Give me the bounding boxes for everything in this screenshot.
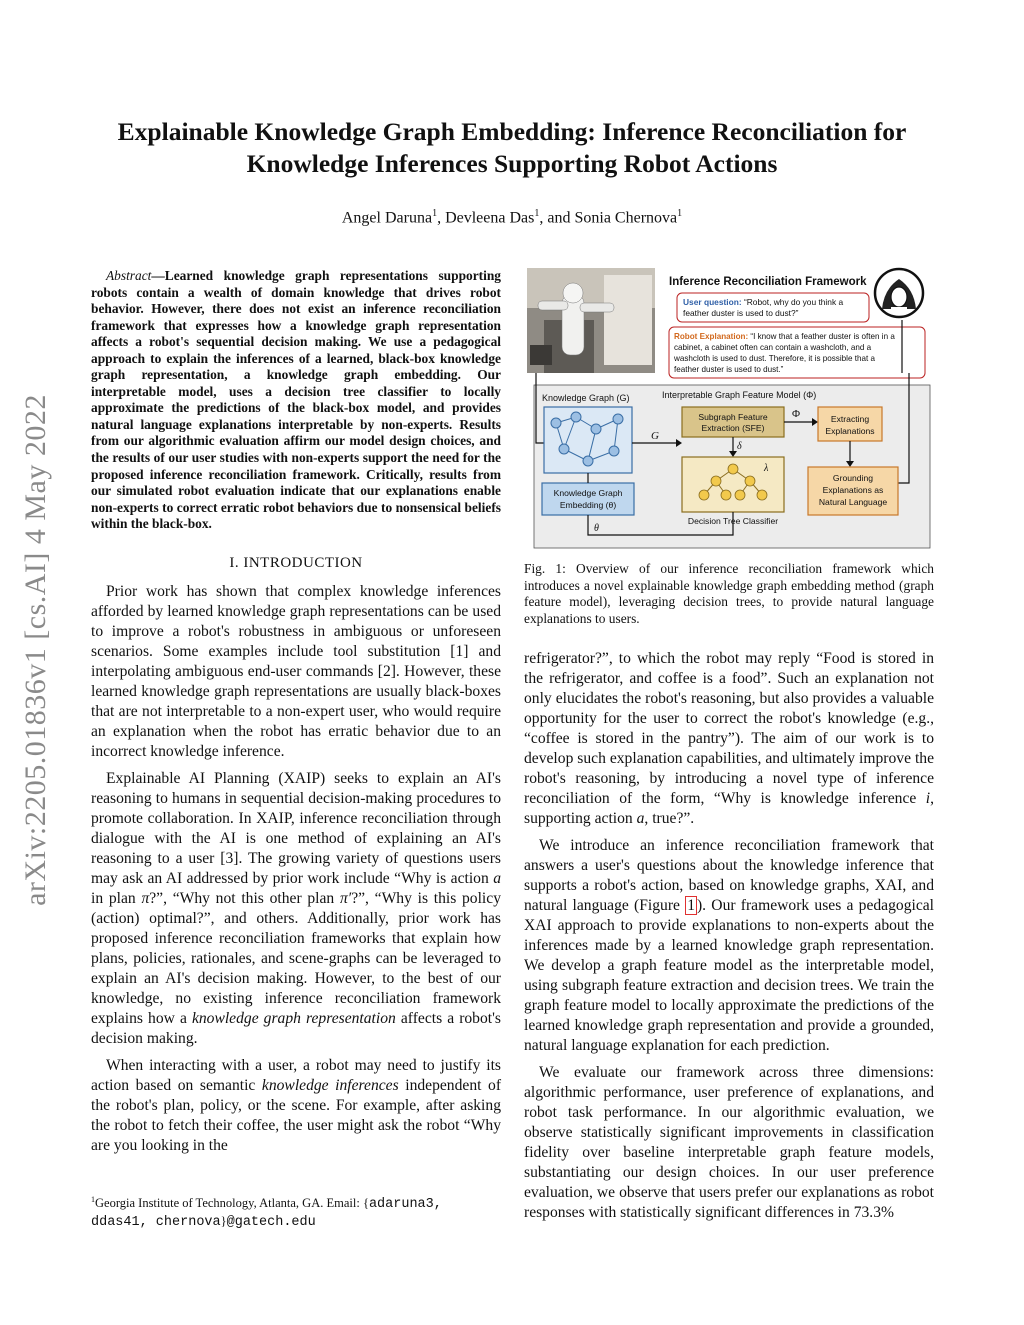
body-paragraph: refrigerator?”, to which the robot may reply “Food is stored in the refrigerator, and coffee is a food”. Such an explanation not only elucidates the robot's reasoning, but also provides a valuable opportunity for the user to correct the robot's knowledge (e.g., “coffee is stored in the pantry”). The aim of our work is to develop such explanation capabilities, and ultimately improve the robot's reasoning, by introducing a novel type of inference reconciliation of the form, “Why is knowledge inference i, supporting action a, true?”.: [524, 650, 934, 827]
svg-text:feather duster is used to dust: feather duster is used to dust.”: [674, 365, 784, 374]
intro-paragraph: When interacting with a user, a robot may need to justify its action based on semantic knowledge inferences independent of the robot's plan, policy, or the scene. For example, after asking the robot to fetch their coffee, the user might ask the robot “Why are you looking in the: [91, 1056, 502, 1154]
svg-text:Embedding (θ): Embedding (θ): [559, 500, 617, 510]
grounding-box: [808, 467, 898, 515]
extracting-explanations-box: [818, 407, 882, 441]
footnote: $^1$Georgia Institute of Technology, Atlanta, GA. Email: {adaruna3, ddas41, chernova}@gatech.edu: [91, 1195, 442, 1231]
robot-explanation-bubble: [669, 327, 925, 378]
knowledge-graph-box: [544, 407, 632, 473]
intro-paragraph: Explainable AI Planning (XAIP) seeks to explain an AI's reasoning to humans in sequential decision-making procedures to promote collaboration. In XAIP, inference reconciliation through dialogue with the AI is one method of explaining an AI's reasoning to a user [3]. The growing variety of questions users may ask an AI addressed by prior work include “Why is action a in plan π?”, “Why not this other plan π′?”, “Why is this policy (action) optimal?”, and others. Additionally, prior work has proposed inference reconciliation frameworks that explain how plans, policies, rationales, and scene-graphs can be leveraged to explain an AI's decision making. However, to the best of our knowledge, no existing inference reconciliation framework explains how a knowledge graph representation affects a robot's decision making.: [91, 769, 501, 1047]
footnote-mark: 1: [91, 1195, 95, 1204]
right-column: [524, 265, 934, 1230]
abstract-lead: Abstract: [106, 268, 152, 283]
user-question-bubble: [677, 293, 869, 322]
author-separator: ,: [437, 209, 446, 227]
author-name: Devleena Das: [445, 209, 535, 227]
framework-title: Inference Reconciliation Framework: [669, 276, 867, 288]
arxiv-side-stamp: [6, 360, 66, 940]
knowledge-graph-label: Knowledge Graph (G): [542, 393, 630, 403]
footnote-domain: @gatech.edu: [226, 1215, 316, 1231]
intro-paragraph: Prior work has shown that complex knowledge inferences afforded by learned knowledge graph representations can be used to improve a robot's robustness in ambiguous or unforeseen scenarios. Some examples include tool substitution [1] and interpolating ambiguous end-user commands [2]. However, these learned knowledge graph representations are usually black-boxes that are not interpretable to a non-expert user, who would require an explanation when the robot has erratic behavior due to an incorrect knowledge inference.: [91, 582, 501, 760]
kge-box: [542, 483, 634, 515]
svg-text:Explanations as: Explanations as: [822, 485, 884, 495]
body-paragraph: We introduce an inference reconciliation framework that answers a user's questions about the knowledge inference that supports a robot's action, based on knowledge graphs, XAI, and natural language (Figure 1 ). Our framework uses a pedagogical XAI approach to provide explanations to non-experts about the inferences made by a learned knowledge graph representation. We develop a graph feature model as the interpretable model, using subgraph feature extraction and decision trees. We train the graph feature model to locally approximate the predictions of the learned knowledge graph representation and provide a grounded, natural language explanation for each prediction.: [524, 837, 934, 1054]
author-affiliation-mark: 1: [677, 208, 683, 219]
author-separator: , and: [539, 209, 575, 227]
svg-text:cabinet, a cabinet often can c: cabinet, a cabinet often can contain a washcloth, and a: [674, 343, 872, 352]
svg-text:Subgraph Feature: Subgraph Feature: [698, 412, 768, 422]
abstract-text: Learned knowledge graph representations supporting robots contain a wealth of domain knowledge that drives robot behavior. However, there does not exist an inference reconciliation framework that expresses how a knowledge graph representation affects a robot's sequential decision making. We use a pedagogical approach to explain the inferences of a learned, black-box knowledge graph representation, a knowledge graph embedding. Our interpretable model, uses a decision tree classifier to locally approximate the predictions of the black-box model, and provides natural language explanations interpretable by non-experts. Results from our algorithmic evaluation affirm our model design choices, and the results of our user studies with non-experts support the need for the proposed inference reconciliation framework. Critically, results from our simulated robot evaluation indicate that our explanations enable non-experts to correct erratic robot behaviors due to nonsensical beliefs within the black-box.: [91, 268, 501, 532]
author-affiliation-mark: 1: [534, 208, 540, 219]
author-name: Sonia Chernova: [574, 209, 678, 227]
robot-photo: [527, 268, 655, 373]
svg-text:Extraction (SFE): Extraction (SFE): [701, 423, 765, 433]
caption-label: Fig. 1:: [524, 561, 566, 576]
author-name: Angel Daruna: [341, 209, 433, 227]
phi-symbol: Φ: [792, 408, 801, 420]
sfe-box: [682, 407, 784, 437]
graph-feature-model-label: Interpretable Graph Feature Model (Φ): [662, 390, 817, 400]
svg-text:feather duster is used to dust: feather duster is used to dust?”: [683, 308, 799, 318]
title-line-2: Knowledge Inferences Supporting Robot Actions: [246, 149, 778, 178]
decision-tree-label: Decision Tree Classifier: [687, 516, 779, 526]
lambda-symbol: λ: [764, 463, 769, 474]
framework-diagram: [524, 265, 934, 553]
svg-text:Natural Language: Natural Language: [818, 497, 888, 507]
svg-text:User question: “Robot, why do: User question: “Robot, why do you think a: [683, 297, 844, 307]
abstract: [91, 268, 501, 533]
decision-tree-box: [682, 457, 784, 512]
svg-text:Grounding: Grounding: [832, 473, 874, 483]
body-paragraph: We evaluate our framework across three dimensions: algorithmic performance, user preference of explanations, and robot task performance. In our algorithmic evaluation, we observe statistically significant improvements in classification fidelity over baseline interpretable graph feature models, substantiating our design choices. In our user preference evaluation, we observe that users prefer our explanations as robot responses with statistically significant differences in 73.3%: [524, 1064, 934, 1221]
svg-text:washcloth is used to dust. The: washcloth is used to dust. Therefore, it is possible that a: [674, 354, 875, 363]
caption-text: Overview of our inference reconciliation framework which introduces a novel explainable knowledge graph embedding method (graph feature model), leveraging decision trees, to provide natural language explanations to users.: [524, 561, 934, 626]
right-body-text: [524, 649, 934, 1223]
abstract-dash: —: [151, 268, 165, 283]
svg-text:Explanations: Explanations: [825, 426, 875, 436]
footnote-emails: adaruna3, ddas41, chernova: [91, 1197, 442, 1231]
title-line-1: Explainable Knowledge Graph Embedding: Inference Reconciliation for: [117, 117, 907, 146]
g-symbol: G: [651, 430, 659, 442]
arxiv-stamp-text: arXiv:2205.01836v1 [cs.AI] 4 May 2022: [19, 394, 53, 906]
figure-1: [524, 265, 934, 553]
user-avatar-icon: [875, 269, 923, 317]
figure-reference-link[interactable]: 1: [687, 897, 695, 914]
theta-symbol: θ: [594, 523, 599, 534]
author-affiliation-mark: 1: [432, 208, 438, 219]
footnote-text: Georgia Institute of Technology, Atlanta, GA. Email:: [95, 1196, 363, 1211]
left-column: [91, 268, 501, 1163]
figure-caption: [524, 561, 934, 627]
svg-text:Robot Explanation: “I know tha: Robot Explanation: “I know that a feather duster is often in a: [674, 332, 895, 341]
introduction-text: [91, 582, 501, 1156]
svg-text:Extracting: Extracting: [830, 414, 870, 424]
delta-symbol: δ: [737, 441, 742, 452]
author-list: [60, 208, 964, 227]
svg-text:Knowledge Graph: Knowledge Graph: [553, 488, 623, 498]
section-heading: I. INTRODUCTION: [229, 554, 363, 571]
paper-title: [60, 116, 964, 180]
